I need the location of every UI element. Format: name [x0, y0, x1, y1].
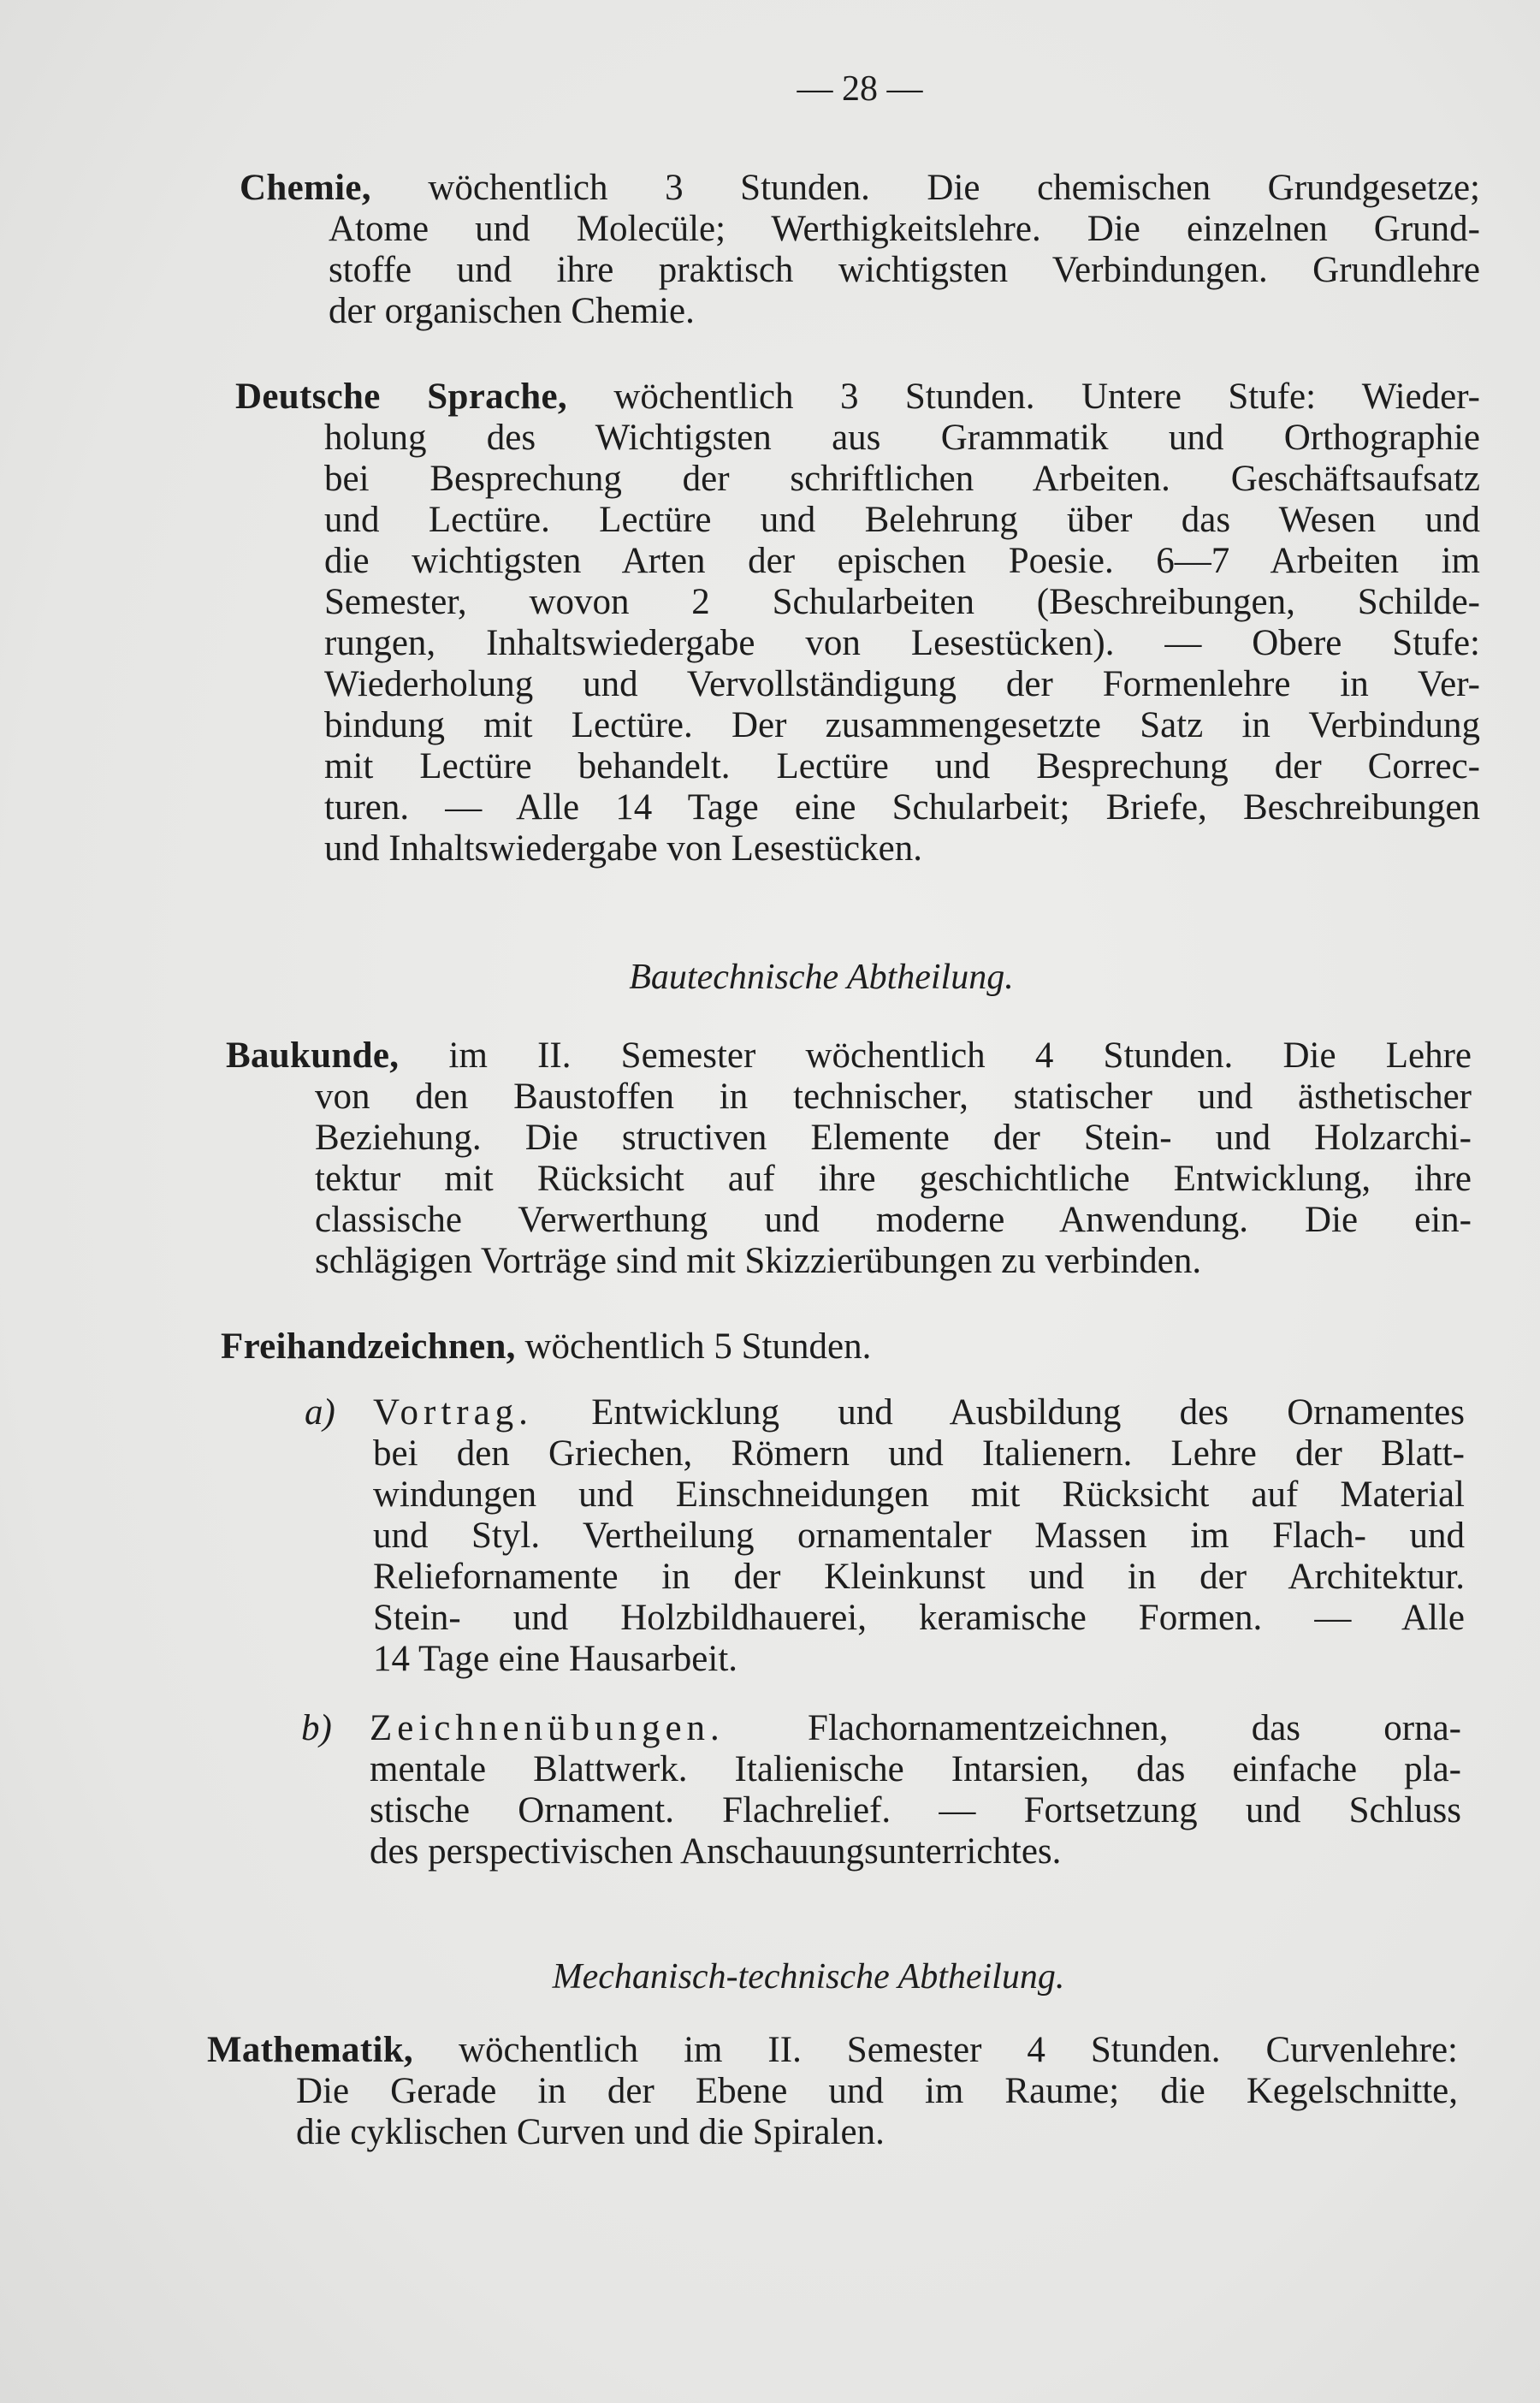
item-text: Entwicklung und Ausbildung des Ornamentes [532, 1392, 1465, 1433]
entry-line: Semester, wovon 2 Schularbeiten (Beschreibungen, Schilde- [324, 582, 1480, 622]
section-heading-bautechnische: Bautechnische Abtheilung. [629, 958, 1014, 997]
entry-line: Beziehung. Die structiven Elemente der Stein- und Holzarchi- [315, 1118, 1472, 1158]
entry-heading: Baukunde, [226, 1035, 400, 1076]
entry-chemie [240, 168, 1480, 332]
entry-line: classische Verwerthung und moderne Anwendung. Die ein- [315, 1200, 1472, 1240]
entry-freihandzeichnen [221, 1326, 1470, 1368]
entry-line: rungen, Inhaltswiedergabe von Lesestücken). — Obere Stufe: [324, 623, 1480, 663]
entry-line: bei Besprechung der schriftlichen Arbeiten. Geschäftsaufsatz [324, 459, 1480, 499]
entry-line: mit Lectüre behandelt. Lectüre und Besprechung der Correc- [324, 746, 1480, 786]
entry-text: wöchentlich 3 Stunden. Untere Stufe: Wieder- [566, 377, 1480, 417]
entry-line: bindung mit Lectüre. Der zusammengesetzte Satz in Verbindung [324, 705, 1480, 745]
freihand-item-b [301, 1708, 1461, 1872]
entry-line: die cyklischen Curven und die Spiralen. [296, 2112, 885, 2152]
item-text: Flachornamentzeichnen, das orna- [724, 1708, 1461, 1748]
item-line: und Styl. Vertheilung ornamentaler Massen im Flach- und [373, 1516, 1465, 1556]
entry-line: holung des Wichtigsten aus Grammatik und Orthographie [324, 418, 1480, 458]
entry-line: stoffe und ihre praktisch wichtigsten Verbindungen. Grundlehre [329, 250, 1480, 290]
entry-text: wöchentlich 5 Stunden. [515, 1326, 872, 1367]
item-line: stische Ornament. Flachrelief. — Fortsetzung und Schluss [370, 1790, 1461, 1830]
item-marker: a) [305, 1392, 335, 1433]
entry-text: wöchentlich im II. Semester 4 Stunden. Curvenlehre: [412, 2030, 1458, 2070]
item-line: mentale Blattwerk. Italienische Intarsien, das einfache pla- [370, 1749, 1461, 1789]
item-title: Vortrag. [373, 1392, 533, 1433]
entry-text: wöchentlich 3 Stunden. Die chemischen Grundgesetze; [370, 168, 1480, 208]
entry-line [221, 1326, 1470, 1368]
item-title: Zeichnenübungen. [370, 1708, 725, 1748]
entry-line [207, 2030, 1458, 2071]
entry-line: schlägigen Vorträge sind mit Skizzierübungen zu verbinden. [315, 1241, 1202, 1281]
entry-heading: Deutsche Sprache, [235, 377, 567, 417]
entry-line: und Lectüre. Lectüre und Belehrung über das Wesen und [324, 500, 1480, 540]
entry-heading: Chemie, [240, 168, 371, 208]
entry-line: von den Baustoffen in technischer, statischer und ästhetischer [315, 1077, 1472, 1117]
item-line: windungen und Einschneidungen mit Rücksicht auf Material [373, 1474, 1465, 1515]
entry-line: Die Gerade in der Ebene und im Raume; die Kegelschnitte, [296, 2071, 1458, 2111]
entry-line [226, 1035, 1472, 1077]
entry-line: Atome und Molecüle; Werthigkeitslehre. Die einzelnen Grund- [329, 209, 1480, 249]
item-line: des perspectivischen Anschauungsunterrichtes. [370, 1831, 1062, 1872]
entry-mathematik [207, 2030, 1458, 2153]
item-line: Reliefornamente in der Kleinkunst und in der Architektur. [373, 1557, 1465, 1597]
section-heading-mechanisch: Mechanisch-technische Abtheilung. [552, 1957, 1065, 1997]
entry-line: turen. — Alle 14 Tage eine Schularbeit; Briefe, Beschreibungen [324, 787, 1480, 828]
freihand-item-a [305, 1392, 1465, 1680]
entry-line [235, 377, 1480, 418]
entry-text: im II. Semester wöchentlich 4 Stunden. Die Lehre [399, 1035, 1472, 1076]
entry-line [240, 168, 1480, 209]
entry-baukunde [226, 1035, 1472, 1282]
item-line [370, 1708, 1461, 1749]
item-line [373, 1392, 1465, 1433]
entry-heading: Freihandzeichnen, [221, 1326, 516, 1367]
entry-line: die wichtigsten Arten der epischen Poesie. 6—7 Arbeiten im [324, 541, 1480, 581]
item-marker: b) [301, 1708, 332, 1748]
item-line: Stein- und Holzbildhauerei, keramische Formen. — Alle [373, 1598, 1465, 1638]
entry-heading: Mathematik, [207, 2030, 413, 2070]
item-line: 14 Tage eine Hausarbeit. [373, 1639, 738, 1679]
page-number: — 28 — [797, 69, 923, 109]
item-line: bei den Griechen, Römern und Italienern. Lehre der Blatt- [373, 1433, 1465, 1474]
entry-line: tektur mit Rücksicht auf ihre geschichtliche Entwicklung, ihre [315, 1159, 1472, 1199]
entry-deutsche-sprache [235, 377, 1480, 869]
entry-line: Wiederholung und Vervollständigung der Formenlehre in Ver- [324, 664, 1480, 704]
entry-line: der organischen Chemie. [329, 291, 695, 331]
entry-line: und Inhaltswiedergabe von Lesestücken. [324, 828, 922, 869]
